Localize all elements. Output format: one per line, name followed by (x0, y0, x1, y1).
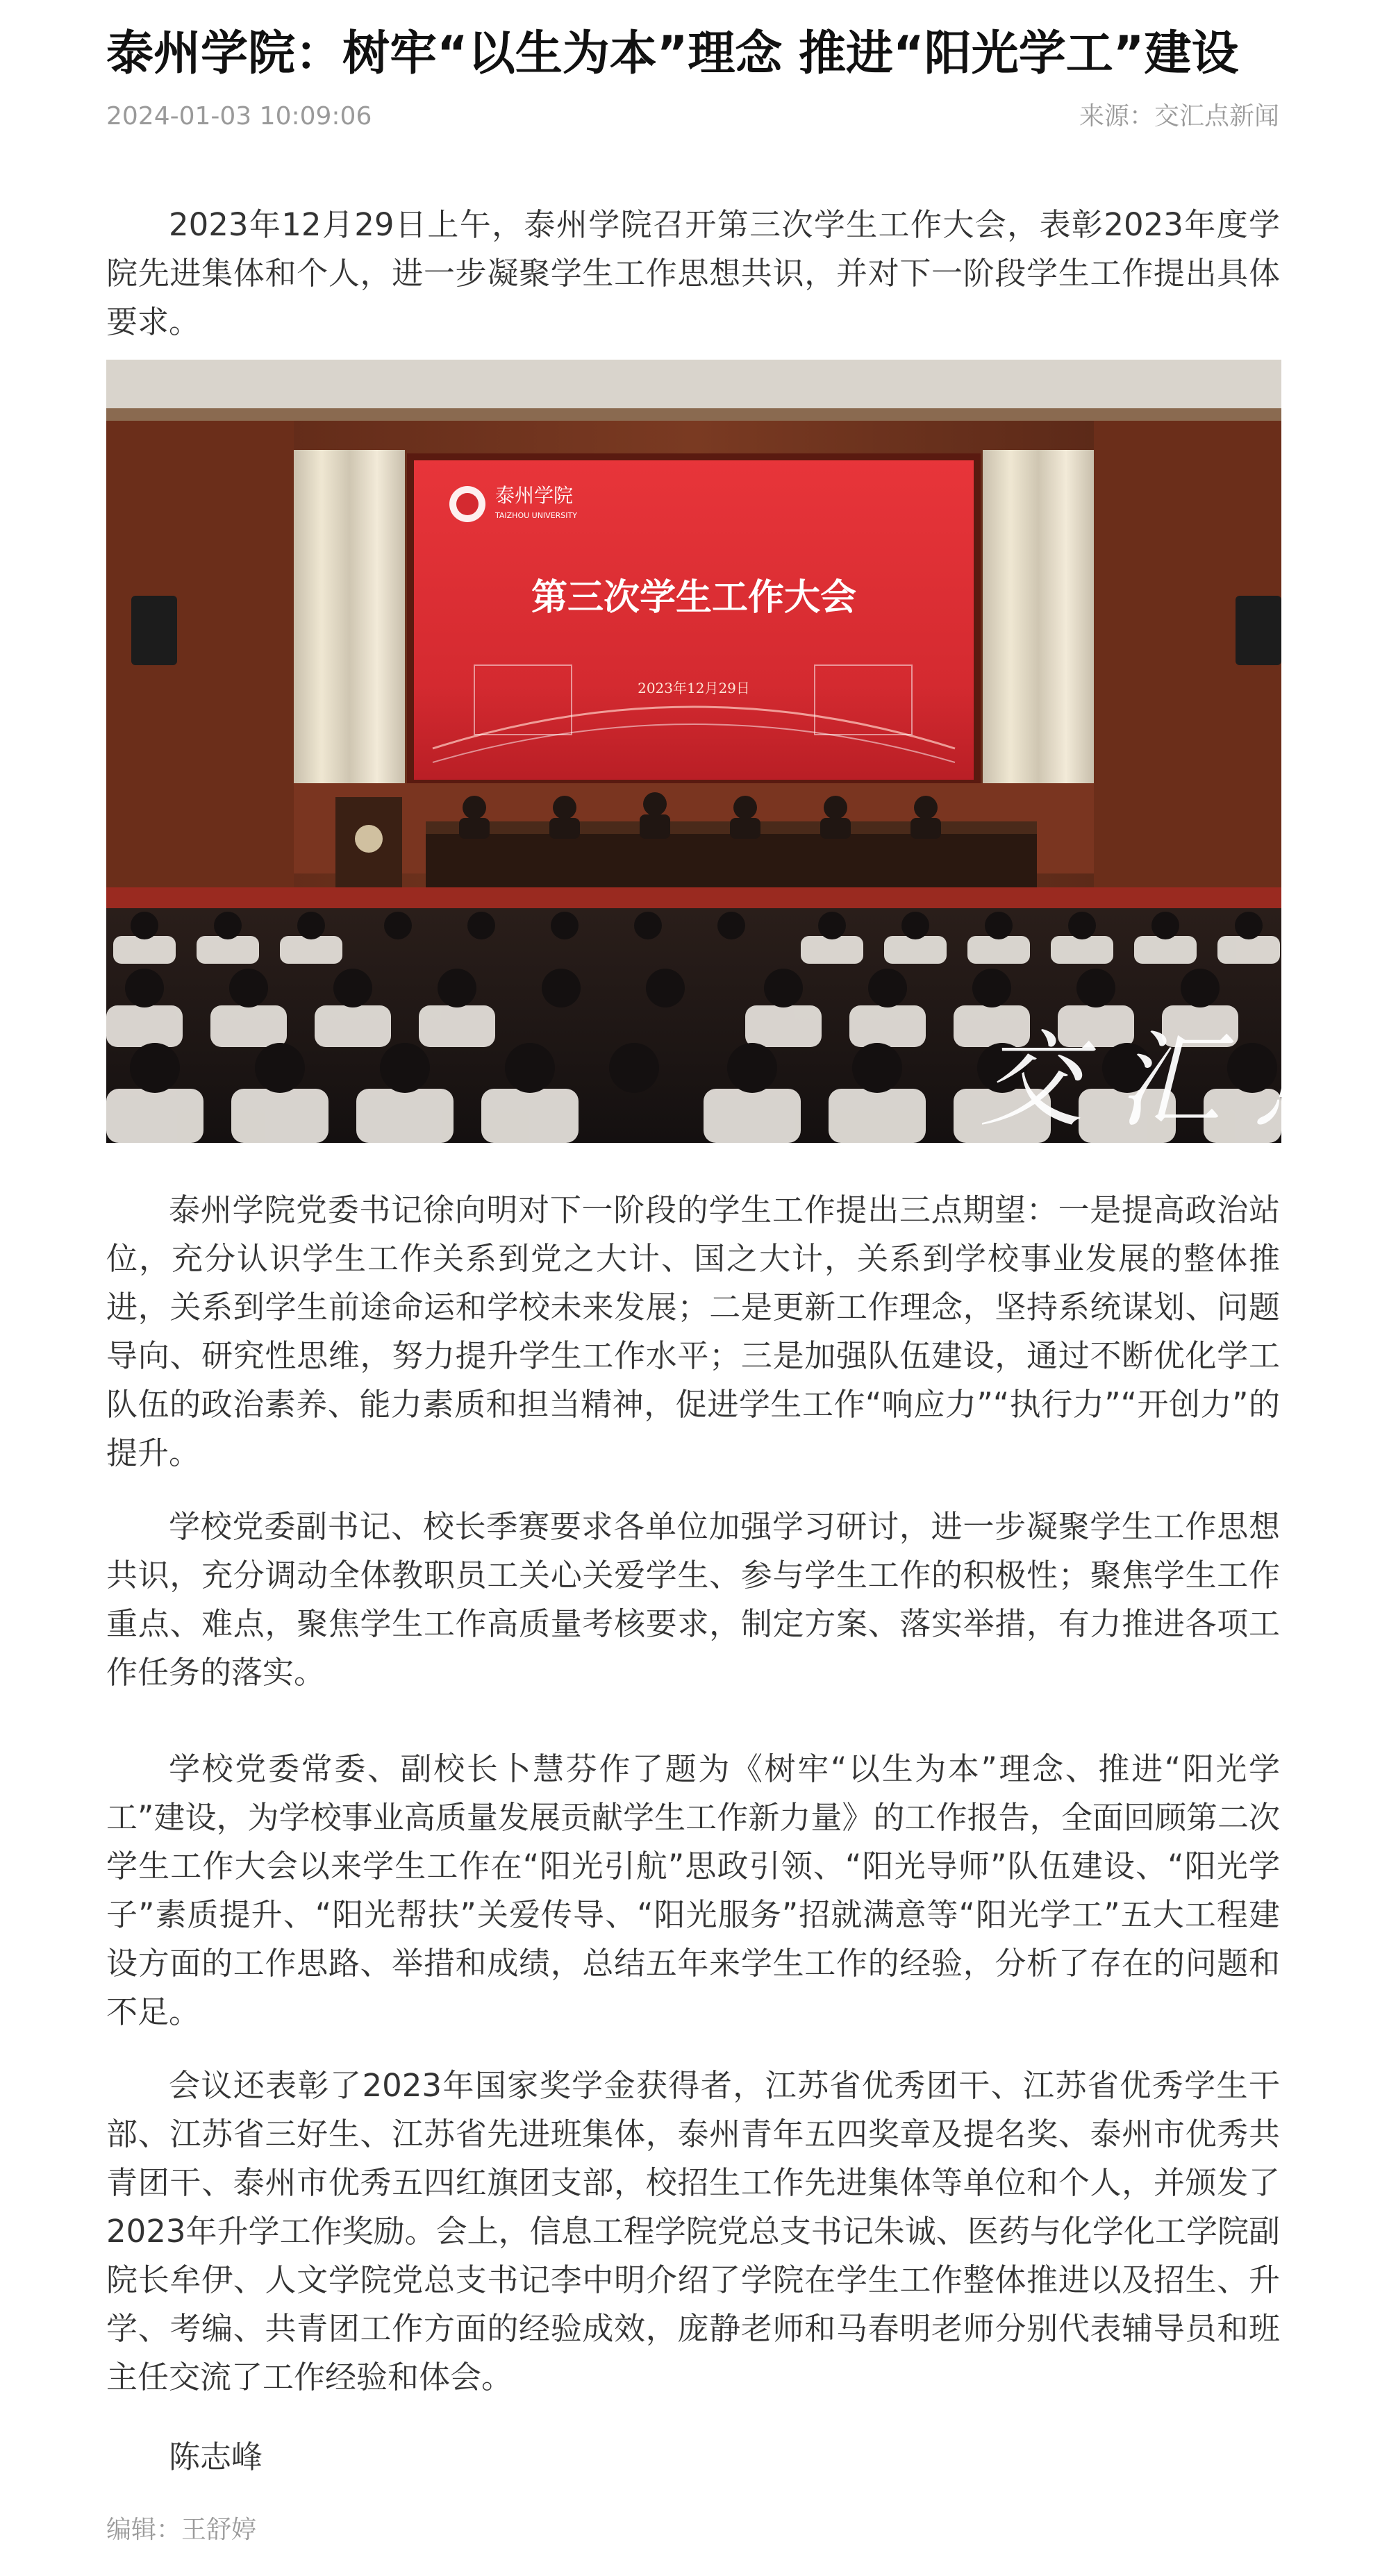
article-author: 陈志峰 (169, 2439, 263, 2475)
paragraph-president: 学校党委副书记、校长季赛要求各单位加强学习研讨，进一步凝聚学生工作思想共识，充分调动全体教职员工关心关爱学生、参与学生工作的积极性；聚焦学生工作重点、难点，聚焦学生工作高质量考核要求，制定方案、落实举措，有力推进各项工作任务的落实。 (106, 1508, 1280, 1691)
screen-logo-text: 泰州学院 (495, 484, 574, 507)
speaker-left (131, 596, 177, 665)
screen-date: 2023年12月29日 (638, 680, 750, 696)
paragraph-intro: 2023年12月29日上午，泰州学院召开第三次学生工作大会，表彰2023年度学院先进集体和个人，进一步凝聚学生工作思想共识，并对下一阶段学生工作提出具体要求。 (106, 206, 1280, 340)
screen-title: 第三次学生工作大会 (531, 577, 857, 619)
speaker-right (1236, 596, 1281, 665)
paragraph-work-report: 学校党委常委、副校长卜慧芬作了题为《树牢“以生为本”理念、推进“阳光学工”建设，为学校事业高质量发展贡献学生工作新力量》的工作报告，全面回顾第二次学生工作大会以来学生工作在“阳光引航”思政引领、“阳光导师”队伍建设、“阳光学子”素质提升、“阳光帮扶”关爱传导、“阳光服务”招就满意等“阳光学工”五大工程建设方面的工作思路、举措和成绩，总结五年来学生工作的经验，分析了存在的问题和不足。 (106, 1750, 1280, 2030)
watermark: 交 汇 点 (979, 1021, 1358, 1141)
paragraph-awards: 会议还表彰了2023年国家奖学金获得者，江苏省优秀团干、江苏省优秀学生干部、江苏省三好生、江苏省先进班集体，泰州青年五四奖章及提名奖、泰州市优秀共青团干、泰州市优秀五四红旗团支部，校招生工作先进集体等单位和个人，并颁发了2023年升学工作奖励。会上，信息工程学院党总支书记朱诚、医药与化学化工学院副院长牟伊、人文学院党总支书记李中明介绍了学院在学生工作整体推进以及招生、升学、考编、共青团工作方面的经验成效，庞静老师和马春明老师分别代表辅导员和班主任交流了工作经验和体会。 (106, 2067, 1280, 2395)
conference-photo (106, 360, 1358, 1143)
source-label: 来源： (1079, 102, 1154, 131)
publish-date: 2024-01-03 10:09:06 (106, 102, 372, 131)
source-name[interactable]: 交汇点新闻 (1154, 102, 1279, 131)
paragraph-party-secretary: 泰州学院党委书记徐向明对下一阶段的学生工作提出三点期望：一是提高政治站位，充分认识学生工作关系到党之大计、国之大计，关系到学校事业发展的整体推进，关系到学生前途命运和学校未来发展；二是更新工作理念，坚持系统谋划、问题导向、研究性思维，努力提升学生工作水平；三是加强队伍建设，通过不断优化学工队伍的政治素养、能力素质和担当精神，促进学生工作“响应力”“执行力”“开创力”的提升。 (106, 1191, 1280, 1471)
article-editor: 编辑：王舒婷 (106, 2516, 257, 2544)
screen-logo-subtext: TAIZHOU UNIVERSITY (495, 511, 577, 520)
article-source (1079, 96, 1279, 137)
article-title: 泰州学院：树牢“以生为本”理念 推进“阳光学工”建设 (106, 26, 1239, 81)
